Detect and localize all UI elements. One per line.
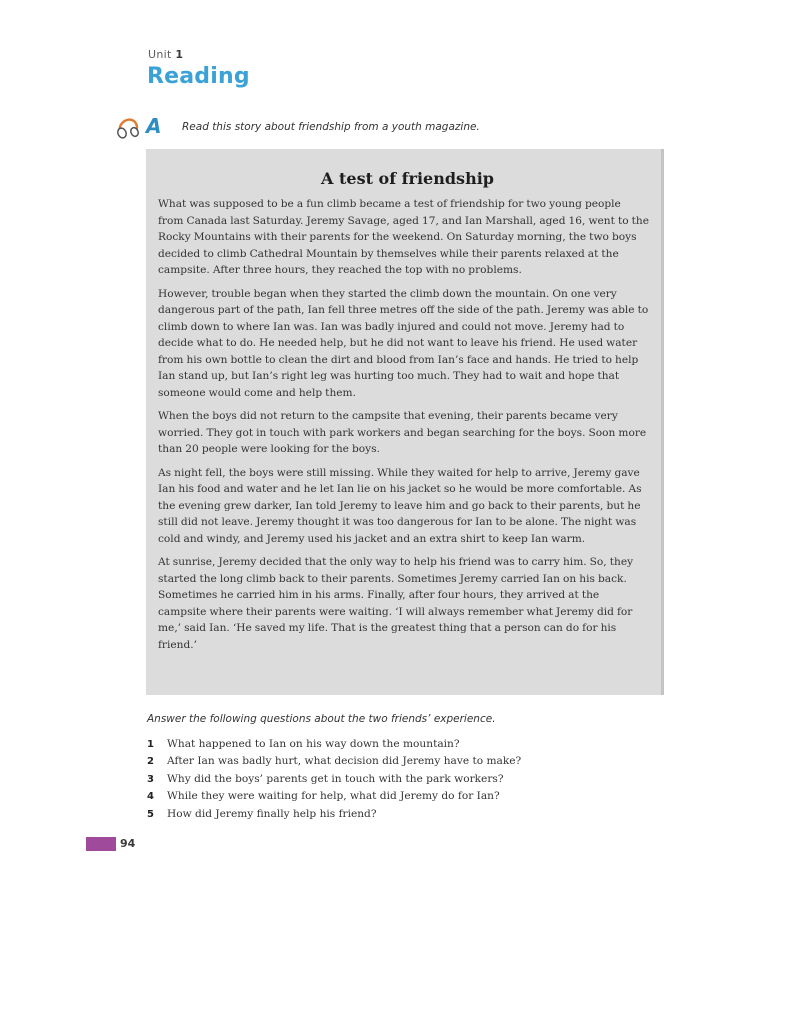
headphones-icon[interactable] <box>116 116 142 140</box>
section-title: Reading <box>147 64 250 89</box>
story-paragraph: As night fell, the boys were still missing. While they waited for help to arrive, Jeremy gave Ian his food and water and he let Ian lie on his jacket so he would be more comfortable. As the evening grew darker, Ian told Jeremy to leave him and go back to their parents, but he still did not leave. Jeremy thought it was too dangerous for Ian to be alone. The night was cold and windy, and Jeremy used his jacket and an extra shirt to keep Ian warm. <box>158 466 642 545</box>
unit-prefix: Unit <box>148 48 172 61</box>
story-paragraph: What was supposed to be a fun climb became a test of friendship for two young people from Canada last Saturday. Jeremy Savage, aged 17, and Ian Marshall, aged 16, went to the Rocky Mountains with their parents for the weekend. On Saturday morning, the two boys decided to climb Cathedral Mountain by themselves while their parents relaxed at the campsite. After three hours, they reached the top with no problems. <box>158 198 649 276</box>
unit-label <box>148 48 183 61</box>
story-paragraph: When the boys did not return to the campsite that evening, their parents became very worried. They got in touch with park workers and began searching for the boys. Soon more than 20 people were looking for the boys. <box>158 410 647 455</box>
story-box <box>146 149 664 695</box>
activity-instruction: Read this story about friendship from a youth magazine. <box>182 121 480 133</box>
question-number: 2 <box>147 756 154 768</box>
question-item <box>147 806 627 823</box>
activity-letter: A <box>146 114 162 138</box>
question-number: 1 <box>147 739 154 750</box>
question-item <box>147 753 627 770</box>
activity-header <box>116 114 676 142</box>
question-item <box>147 788 627 805</box>
question-text: Why did the boys’ parents get in touch with the park workers? <box>167 772 504 785</box>
question-item <box>147 771 627 788</box>
unit-number: 1 <box>175 48 184 61</box>
question-list <box>147 736 627 823</box>
question-text: After Ian was badly hurt, what decision did Jeremy have to make? <box>167 755 522 768</box>
story-paragraph: At sunrise, Jeremy decided that the only way to help his friend was to carry him. So, they started the long climb back to their parents. Sometimes Jeremy carried Ian on his back. Sometimes he carried him in his arms. Finally, after four hours, they arrived at the campsite where their parents were waiting. ‘I will always remember what Jeremy did for me,’ said Ian. ‘He saved my life. That is the greatest thing that a person can do for his friend.’ <box>158 556 634 651</box>
page-tab <box>86 837 116 851</box>
page-number: 94 <box>120 837 136 850</box>
questions-intro: Answer the following questions about the two friends’ experience. <box>147 713 496 725</box>
question-item <box>147 736 627 753</box>
question-text: While they were waiting for help, what did Jeremy do for Ian? <box>167 790 500 803</box>
question-text: What happened to Ian on his way down the mountain? <box>167 738 460 750</box>
story-paragraph: However, trouble began when they started the climb down the mountain. On one very dangerous part of the path, Ian fell three metres off the side of the path. Jeremy was able to climb down to where Ian was. Ian was badly injured and could not move. Jeremy had to decide what to do. He needed help, but he did not want to leave his friend. He used water from his own bottle to clean the dirt and blood from Ian’s face and hands. He tried to help Ian stand up, but Ian’s right leg was hurting too much. They had to wait and hope that someone would come and help them. <box>158 287 649 399</box>
story-title: A test of friendship <box>321 169 494 188</box>
question-number: 5 <box>147 808 154 820</box>
question-number: 3 <box>147 773 154 785</box>
question-number: 4 <box>147 791 154 803</box>
question-text: How did Jeremy finally help his friend? <box>167 807 377 820</box>
